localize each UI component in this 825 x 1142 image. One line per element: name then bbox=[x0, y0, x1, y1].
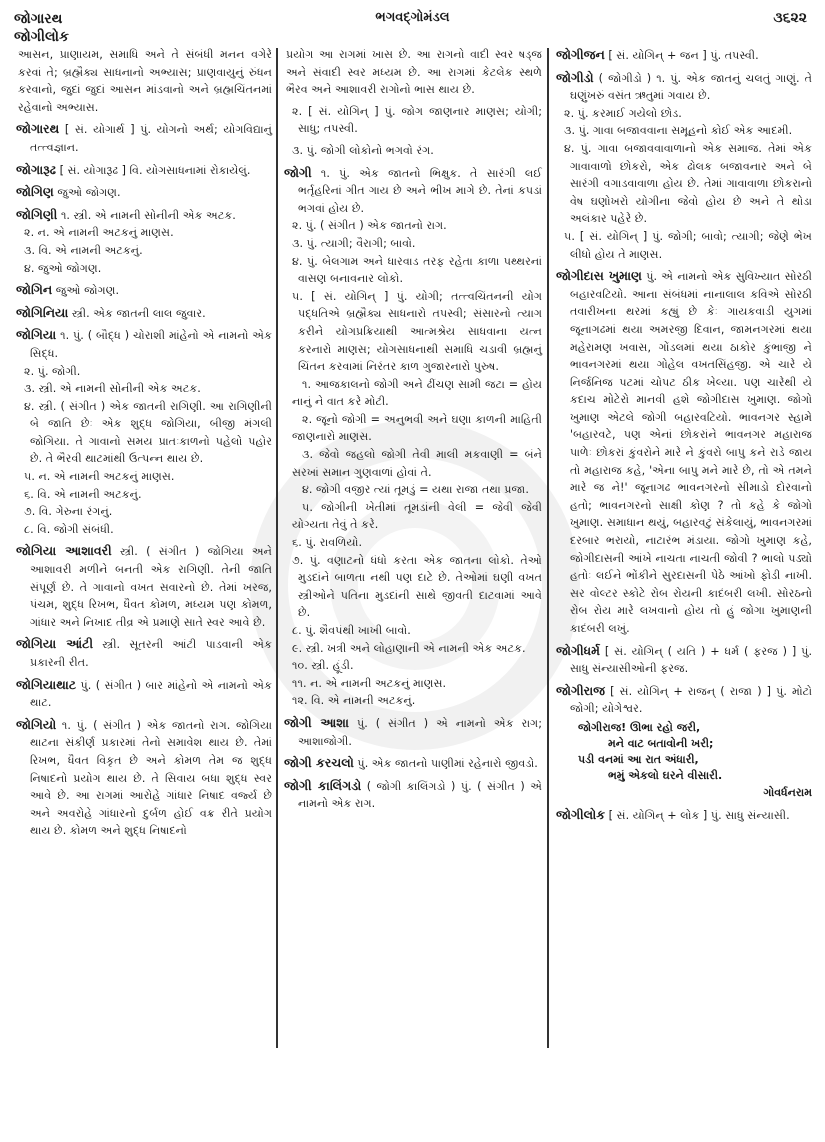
idiom: ૧. આજકાલનો જોગી અને ઢીંચણ સામી જટા = હોય નાનું ને વાત કરે મોટી. bbox=[292, 377, 542, 409]
dictionary-entry bbox=[16, 542, 272, 631]
definition: સ્ત્રી. ( સંગીત ) જોગિયા અને આશાવરી મળીને બનતી એક રાગિણી. તેની જાતિ સંપૂર્ણ છે. તે ગાવાનો વખત સવારનો છે. તેમાં ખરજ, પંચમ, શુદ્ધ રિખભ, ધૈવત કોમળ, મધ્યમ પણ કોમળ, ગાંધાર અને નિખાદ તીવ્ર એ પ્રમાણે સાતે સ્વર આવે છે. bbox=[30, 545, 272, 629]
headword: જોગિણી bbox=[16, 206, 58, 222]
continued-text: પ્રયોગ આ રાગમાં ખાસ છે. આ રાગનો વાદી સ્વર ષડ્જ અને સંવાદી સ્વર મધ્યમ છે. આ રાગમાં કેટલેક સ્થળે ભૈરવ અને આશાવરી રાગોનો ભાસ થાય છે. bbox=[286, 48, 542, 97]
definition: ૧. સ્ત્રી. એ નામની સોનીની એક અટક. bbox=[57, 208, 236, 222]
definition: [ સં. યોગિન્ ( યતિ ) + ધર્મ ( ફરજ ) ] પું. સાધુ સંન્યાસીઓની ફરજ. bbox=[570, 644, 812, 676]
dictionary-entry bbox=[16, 635, 272, 671]
dictionary-entry bbox=[16, 120, 272, 156]
dictionary-entry bbox=[556, 642, 812, 678]
dictionary-entry bbox=[284, 754, 542, 773]
dictionary-entry bbox=[556, 69, 812, 105]
dictionary-entry bbox=[16, 281, 272, 300]
sense: ૪. જુઓ જોગણ. bbox=[24, 261, 102, 275]
headword: જોગારૂઢ bbox=[16, 161, 57, 177]
guide-word-first: જોગારથ bbox=[14, 11, 63, 27]
dictionary-entry bbox=[556, 806, 812, 825]
definition: ૧. પું. ( સંગીત ) એક જાતનો રાગ. જોગિયા થાટના સંકીર્ણ પ્રકારમાં તેનો સમાવેશ થાય છે. તેમાં રિખભ, ધૈવત વિકૃત છે અને કોમળ તેમ જ શુદ્ધ નિષાદનો પ્રયોગ થાય છે. તે સિવાય બધા શુદ્ધ સ્વર આવે છે. આ રાગમાં આરોહે ગાંધાર નિષાદ વર્જ્ય છે અને અવરોહે ગાંધારનો દુર્બળ હોઈ વક્ર રીતે પ્રયોગ થાય છે. કોમળ અને શુદ્ધ નિષાદનો bbox=[30, 718, 272, 838]
sense: ૩. વિ. એ નામની અટકનું. bbox=[24, 243, 143, 257]
definition: ( જોગીડો ) ૧. પું. એક જાતનું ચલતું ગાણું. તે ઘણુંખરું વસંત ઋતુમાં ગવાય છે. bbox=[570, 71, 812, 103]
sense: ૭. વિ. ગેરુના રંગનું. bbox=[24, 505, 113, 519]
sense: ૨. પું. ( સંગીત ) એક જાતનો રાગ. bbox=[292, 219, 447, 233]
definition: ૧. પું. એક જાતનો ભિક્ષુક. તે સારંગી લઈ ભર્તૃહરિનાં ગીત ગાય છે અને ભીખ માગે છે. તેનાં કપડાં ભગવાં હોય છે. bbox=[298, 166, 542, 215]
definition: પું. એક જાતનો પાણીમાં રહેનારો જીવડો. bbox=[353, 757, 538, 771]
definition: પું. ( સંગીત ) બાર માંહેનો એ નામનો એક થાટ. bbox=[30, 678, 272, 710]
headword: જોગિયો bbox=[16, 716, 57, 732]
headword: જોગીલોક bbox=[556, 806, 606, 822]
dictionary-entry bbox=[16, 161, 272, 180]
sense: ૬. વિ. એ નામની અટકનું. bbox=[24, 487, 142, 501]
sense: ૫. [ સં. યોગિન્ ] પું. યોગી; તત્ત્વચિંતનની યોગ પદ્ધતિએ બ્રહ્મૈક્ય સાધનારો તપસ્વી; સંસારનો ત્યાગ કરીને યોગપ્રક્રિયાથી આત્મશ્રેય સાધવાના યત્ન કરનારો માણસ; યોગસાધનાથી સમાધિ ચડાવી બ્રહ્મનું ચિંતન કરવામાં નિરંતર કાળ ગુજારનારો પુરુષ. bbox=[292, 289, 542, 374]
verse-author: ગોવર્ધનરામ bbox=[763, 785, 812, 799]
verse-line: મને વાટ બતાવોની ખરી; bbox=[608, 736, 714, 750]
sense: ૩. પું. ત્યાગી; વૈરાગી; બાવો. bbox=[292, 236, 416, 250]
dictionary-entry bbox=[556, 267, 812, 637]
headword: જોગિન bbox=[16, 282, 53, 298]
sense: ૩. સ્ત્રી. એ નામની સોનીની એક અટક. bbox=[24, 382, 201, 396]
verse-line: જોગીરાજ! ઊભા રહો જરી, bbox=[578, 720, 701, 734]
headword: જોગીડો bbox=[556, 69, 594, 85]
sense: ૩. પું. ગાવા બજાવવાના સમૂહનો કોઈ એક આદમી. bbox=[564, 124, 793, 138]
dictionary-entry bbox=[284, 164, 542, 218]
definition: ૧. પું. ( બૌદ્ધ ) ચોરાશી માંહેનો એ નામનો એક સિદ્ધ. bbox=[30, 329, 272, 360]
sense: ૮. વિ. જોગી સંબંધી. bbox=[24, 522, 114, 536]
definition: જુઓ જોગણ. bbox=[53, 186, 121, 200]
page-number: ૩૬૨૨ bbox=[773, 10, 807, 26]
dictionary-columns bbox=[0, 46, 825, 1136]
sense: ૩. પું. જોગી લોકોનો ભગવો રંગ. bbox=[292, 143, 434, 157]
verse-line: પડી વનમાં આ રાત અંધારી, bbox=[578, 752, 699, 766]
column-1 bbox=[16, 46, 272, 844]
headword: જોગી આશા bbox=[284, 714, 349, 730]
headword: જોગીરાજ bbox=[556, 682, 606, 698]
idiom: ૩. જેવો જહલો જોગી તેવી માલી મકવાણી = બંને સરખાં સમાન ગુણવાળાં હોવાં તે. bbox=[292, 448, 542, 479]
column-3 bbox=[556, 46, 812, 828]
definition: જુઓ જોગણ. bbox=[52, 284, 120, 298]
idiom: ૪. જોગી વજીર ત્યાં તૂમડું = યથા રાજા તથા પ્રજા. bbox=[302, 483, 529, 497]
column-2 bbox=[284, 46, 542, 817]
definition: સ્ત્રી. સૂતરની આંટી પાડવાની એક પ્રકારની રીત. bbox=[30, 638, 272, 669]
definition: પું. ( સંગીત ) એ નામનો એક રાગ; આશાજોગી. bbox=[298, 716, 542, 748]
headword: જોગિયા bbox=[16, 327, 57, 343]
definition: [ સં. યોગિન્ + જન ] પું. તપસ્વી. bbox=[604, 49, 759, 62]
sense: ૪. પું. બેલગામ અને ધારવાડ તરફ રહેતા કાળા પથ્થરનાં વાસણ બનાવનાર લોકો. bbox=[292, 254, 542, 286]
headword: જોગી bbox=[284, 164, 312, 180]
sense: ૪. સ્ત્રી. ( સંગીત ) એક જાતની રાગિણી. આ રાગિણીની બે જાતિ છેઃ એક શુદ્ધ જોગિયા, બીજી મંગલી જોગિયા. તે ગાવાનો સમય પ્રાતઃકાળનો પહેલો પહોર છે. તે ભૈરવી થાટમાંથી ઉત્પન્ન થાય છે. bbox=[24, 399, 272, 466]
sense: ૭. પું. વણાટનો ધંધો કરતા એક જાતના લોકો. તેઓ મુડદાંને બાળતા નથી પણ દાટે છે. તેઓમાં ઘણી વખત સ્ત્રીઓને પતિના મુડદાંની સાથે જીવતી દાટવામાં આવે છે. bbox=[292, 553, 542, 620]
sense: ૨. પું. કરમાઈ ગયેલો છોડ. bbox=[564, 106, 682, 120]
sense: ૧૨. વિ. એ નામની અટકનું. bbox=[292, 694, 416, 708]
sense: ૮. પું. શૈવપંથી ખાખી બાવો. bbox=[292, 624, 411, 637]
dictionary-entry bbox=[556, 682, 812, 718]
dictionary-entry bbox=[16, 206, 272, 225]
sense: ૨. ન. એ નામની અટકનું માણસ. bbox=[24, 226, 174, 240]
definition: ( જોગી કાલિંગડો ) પું. ( સંગીત ) એ નામનો એક રાગ. bbox=[298, 779, 542, 811]
sense: ૧૧. ન. એ નામની અટકનું માણસ. bbox=[292, 676, 447, 690]
idiom: ૫. જોગીની ખેતીમાં તૂમડાંની વેલી = જેવી જેવી યોગ્યતા તેવું તે કરે. bbox=[292, 500, 542, 532]
dictionary-entry bbox=[556, 46, 812, 65]
sense: ૧૦. સ્ત્રી. હૂંડી. bbox=[292, 659, 354, 673]
guide-word-last: જોગીલોક bbox=[14, 29, 69, 45]
headword: જોગીજન bbox=[556, 47, 605, 62]
headword: જોગીધર્મ bbox=[556, 642, 600, 658]
headword: જોગી કરચલો bbox=[284, 755, 354, 771]
headword: જોગિણ bbox=[16, 184, 54, 200]
sense: ૯. સ્ત્રી. ખત્રી અને લોહાણાની એ નામની એક અટક. bbox=[292, 641, 526, 655]
definition: [ સં. યોગાર્થ ] પું. યોગનો અર્થ; યોગવિદ્યાનું તત્ત્વજ્ઞાન. bbox=[30, 123, 272, 154]
headword: જોગિયાથાટ bbox=[16, 676, 77, 692]
dictionary-entry bbox=[16, 716, 272, 840]
idiom: ૨. જૂનો જોગી = અનુભવી અને ઘણા કાળની માહિતી જાણનારો માણસ. bbox=[292, 412, 542, 444]
dictionary-entry bbox=[16, 183, 272, 202]
continued-text: આસન, પ્રાણાયમ, સમાધિ અને તે સંબંધી મનન વગેરે કરવાં તે; બ્રહ્મૈક્ય સાધનાનો અભ્યાસ; પ્રાણવાયુનું રુંધન કરવાનો, જુદાં જુદાં આસન માંડવાનો અને બ્રહ્મચિંતનમાં રહેવાનો અભ્યાસ. bbox=[18, 48, 272, 114]
headword: જોગિનિયા bbox=[16, 304, 69, 320]
sense: ૨. પું. જોગી. bbox=[24, 364, 81, 378]
verse-line: ભમું એકલો ઘરને વીસારી. bbox=[608, 768, 723, 782]
headword: જોગિયા આંટી bbox=[16, 636, 94, 652]
definition: [ સં. યોગિન્ + રાજન્ ( રાજા ) ] પું. મોટો જોગી; યોગેશ્વર. bbox=[570, 684, 812, 716]
page-header bbox=[0, 6, 825, 50]
sense: ૫. [ સં. યોગિન્ ] પું. જોગી; બાવો; ત્યાગી; જેણે ભેખ લીધો હોય તે માણસ. bbox=[564, 229, 812, 261]
dictionary-entry bbox=[16, 326, 272, 362]
headword: જોગારથ bbox=[16, 121, 60, 137]
definition: સ્ત્રી. એક જાતની લાલ જુવાર. bbox=[68, 306, 206, 320]
sense: ૬. પું. રાવળિયો. bbox=[292, 536, 363, 550]
dictionary-entry bbox=[284, 777, 542, 813]
dictionary-entry bbox=[16, 676, 272, 712]
definition: પું. એ નામનો એક સુવિખ્યાત સોરઠી બહારવટિયો. આના સંબંધમાં નાનાલાલ કવિએ સોરઠી તવારીખના થરમાં કહ્યું છે કેઃ ગાયકવાડી યુગમાં જૂનાગઢમાં થયા અમરજી દિવાન, જામનગરમાં થયા મહેરામણ ખવાસ, ગોંડલમાં થયા ઠાકોર કુંભાજી ને ભાવનગરમાં થયા ગોહેલ વખતસિંહજી. એ ચારે યે નિર્જનિજ પટમાં ચોપટ ઠીક ખેલ્યા. પણ ચારેથી યે કદાચ મોટેરો માનવી હશે જોગીદાસ ખુમાણ. જોગો ખુમાણ એટલે જોગી બહારવટિયો. ભાવનગર સ્હામે 'બહારવટે, પણ એનાં છોકરાંને ભાવનગર મહારાજ પાળેઃ છોકરાં કુંવરોને મારે ને કુંવરો બાપુ કને રાડે જાય તો મહારાજ કહે, 'એના બાપુ મને મારે છે, તો એ તમને મારે જ ને!' જૂનાગઢ ભાવનગરનો સીમાડો દોરવાનો હતો; ભાવનગરનો સાક્ષી કોણ ? તો કહે કે જોગો ખુમાણ. સમાધાન થયું, બહારવટું સંકેલાયું, ભાવનગરમાં દરબાર ભરાયો, નાટારંભ મંડાયા. જોગો ખુમાણ કહે, જોગીદાસની આંખે નાચતા નાચતી જોવી ? ભાલો પડ્યો હતોઃ લઈને ભોંકીને સુરદાસની પેઠે આંખો ફોડી નાખી. સર વોલ્ટર સ્કોટે રોબ રોયની કાદંબરી લખી. સોરઠનો રોબ રોય મારે લખવાનો હોય તો હું જોગા ખુમાણની કાદંબરી લખું. bbox=[570, 270, 812, 635]
definition: [ સં. યોગિન્ + લોક ] પું. સાધુ સંન્યાસી. bbox=[605, 808, 790, 822]
dictionary-entry bbox=[284, 714, 542, 750]
dictionary-entry bbox=[16, 304, 272, 323]
headword: જોગિયા આશાવરી bbox=[16, 543, 112, 559]
headword: જોગી કાલિંગડો bbox=[284, 777, 362, 793]
book-title: ભગવદ્ગોમંડલ bbox=[375, 10, 450, 25]
sense: ૪. પું. ગાવા બજાવવાવાળાનો એક સમાજ. તેમાં એક ગાવાવાળો છોકરો, એક ઢોલક બજાવનાર અને બે સારંગી વગાડવાવાળા હોય છે. તેમાં ગાવાવાળા છોકરાનો વેષ ઘણોખરો યોગીના જેવો હોય છે અને તે થોડા અલંકાર પહેરે છે. bbox=[564, 141, 812, 226]
headword: જોગીદાસ ખુમાણ bbox=[556, 268, 642, 284]
sense: ૫. ન. એ નામની અટકનું માણસ. bbox=[24, 470, 175, 484]
definition: [ સં. યોગારૂઢ ] વિ. યોગસાધનામાં રોકાયેલું. bbox=[56, 163, 251, 177]
sense: ૨. [ સં. યોગિન્ ] પું. જોગ જાણનાર માણસ; યોગી; સાધુ; તપસ્વી. bbox=[292, 104, 542, 136]
